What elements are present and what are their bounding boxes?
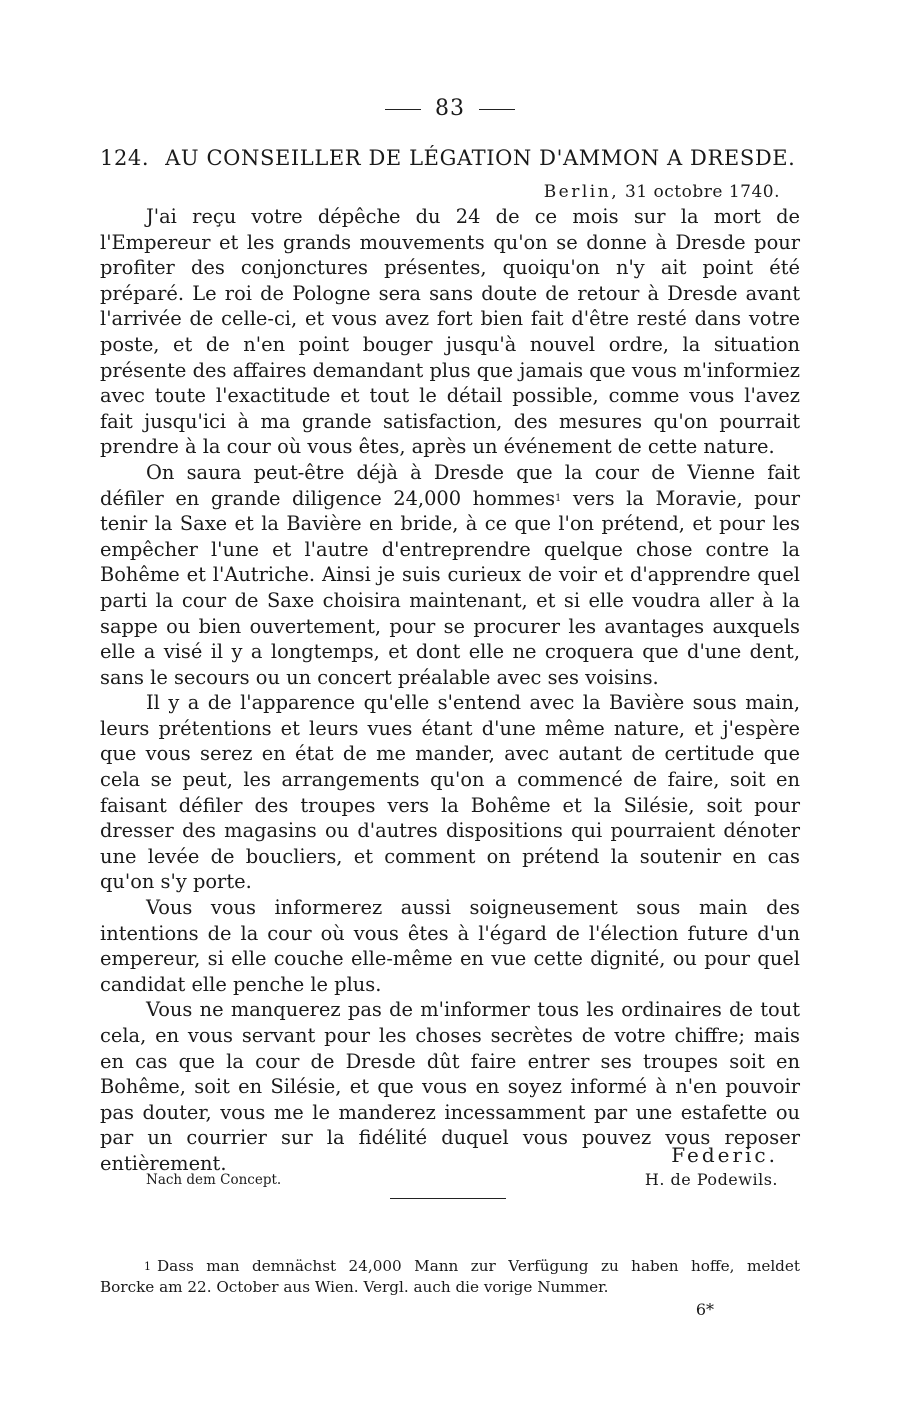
printer-signature-mark: 6* (695, 1300, 714, 1319)
letter-body (100, 204, 800, 1177)
page-header (0, 96, 900, 121)
place-city: Berlin, (543, 182, 620, 202)
footnote (100, 1256, 800, 1298)
folio-dash-right (479, 109, 515, 110)
letter-heading (100, 146, 800, 170)
footnote-line-1 (100, 1256, 800, 1277)
source-note: Nach dem Concept. (146, 1172, 282, 1188)
paragraph-text: On saura peut-être déjà à Dresde que la cour de Vienne fait défiler en grande diligence 24,000 hommes (100, 460, 800, 510)
paragraph-text: vers la Moravie, pour tenir la Saxe et la Bavière en bride, à ce que l'on prétend, et pour les empêcher l'une et l'autre d'entreprendre quelque chose contre la Bohême et l'Autriche. Ainsi je suis curieux de voir et d'apprendre quel parti la cour de Saxe choisira maintenant, et si elle voudra aller à la sappe ou bien ouvertement, pour se procurer les avantages auxquels elle a visé il y a longtemps, et dont elle ne croquera que d'une dent, sans le secours ou un concert préalable avec ses voisins. (100, 486, 800, 689)
footnote-divider (390, 1198, 506, 1199)
page-number: 83 (435, 96, 465, 121)
footnote-mark: 1 (144, 1260, 151, 1273)
footnote-line-2: Borcke am 22. October aus Wien. Vergl. auch die vorige Nummer. (100, 1278, 609, 1296)
letter-date: 31 octobre 1740. (625, 182, 780, 202)
paragraph (100, 690, 800, 895)
footnote-text-1: Dass man demnächst 24,000 Mann zur Verfügung zu haben hoffe, meldet (157, 1257, 800, 1275)
paragraph (100, 204, 800, 460)
signature: Federic. (671, 1143, 778, 1167)
paragraph (100, 460, 800, 690)
letter-title: AU CONSEILLER DE LÉGATION D'AMMON A DRESDE. (165, 146, 796, 170)
paragraph (100, 895, 800, 997)
paragraph-text: J'ai reçu votre dépêche du 24 de ce mois sur la mort de l'Empereur et les grands mouvements qu'on se donne à Dresde pour profiter des conjonctures présentes, quoiqu'on n'y ait point été préparé. Le roi de Pologne sera sans doute de retour à Dresde avant l'arrivée de celle-ci, et vous avez fort bien fait d'être resté dans votre poste, et de n'en point bouger jusqu'à nouvel ordre, la situation présente des affaires demandant plus que jamais que vous m'informiez avec toute l'exactitude et tout le détail possible, comme vous l'avez fait jusqu'ici à ma grande satisfaction, des mesures qu'on pourrait prendre à la cour où vous êtes, après un événement de cette nature. (100, 205, 800, 459)
countersignature: H. de Podewils. (644, 1170, 778, 1189)
paragraph-text: Vous ne manquerez pas de m'informer tous les ordinaires de tout cela, en vous servant pour les choses secrètes de votre chiffre; mais en cas que la cour de Dresde dût faire entrer ses troupes soit en Bohême, soit en Silésie, et que vous en soyez informé à n'en pouvoir pas douter, vous me le manderez incessamment par une estafette ou par un courrier sur la fidélité duquel vous pouvez vous reposer entièrement. (100, 998, 800, 1175)
folio-dash-left (385, 109, 421, 110)
paragraph-text: Il y a de l'apparence qu'elle s'entend avec la Bavière sous main, leurs prétentions et leurs vues étant d'une même nature, et j'espère que vous serez en état de me mander, avec autant de certitude que cela se peut, les arrangements qu'on a commencé de faire, soit en faisant défiler des troupes vers la Bohême et la Silésie, soit pour dresser des magasins ou d'autres dispositions qui pourraient dénoter une levée de boucliers, et comment on prétend la soutenir en cas qu'on s'y porte. (100, 691, 800, 894)
place-date (544, 182, 780, 202)
paragraph-text: Vous vous informerez aussi soigneusement sous main des intentions de la cour où vous êtes à l'égard de l'élection future d'un empereur, si elle couche elle-même en vue cette dignité, ou pour quel candidat elle penche le plus. (100, 896, 800, 996)
letter-number: 124. (100, 146, 150, 170)
footnote-reference: 1 (555, 492, 562, 504)
